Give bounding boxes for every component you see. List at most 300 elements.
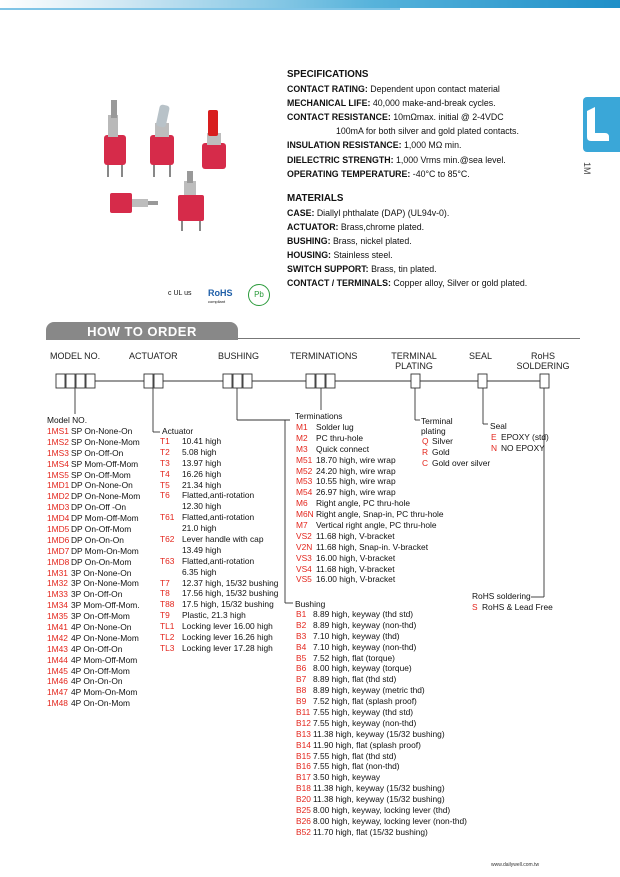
actuator-option-desc: Plastic, 21.3 high: [182, 610, 246, 621]
seal-option: [491, 443, 549, 454]
bushing-option-code: B14: [296, 739, 311, 750]
bushing-option: [296, 685, 467, 696]
materials-title: MATERIALS: [287, 192, 344, 204]
specs-value: 40,000 make-and-break cycles.: [370, 98, 496, 109]
model-option: [47, 589, 140, 600]
model-option-desc: SP On-None-Mom: [71, 436, 140, 447]
actuator-option-code: T88: [160, 599, 175, 610]
bushing-option-code: B3: [296, 630, 307, 641]
bushing-option: [296, 718, 467, 729]
seal-option-desc: EPOXY (std): [501, 432, 549, 442]
rohs-title: RoHS soldering: [472, 591, 531, 601]
actuator-option-desc: 10.41 high: [182, 436, 222, 446]
model-option-desc: 4P On-On-On: [71, 676, 123, 687]
materials-value: Copper alloy, Silver or gold plated.: [390, 278, 528, 289]
model-option-code: 1MS1: [47, 426, 69, 436]
model-option-code: 1M31: [47, 567, 68, 578]
actuator-option-code: T63: [160, 555, 175, 566]
plating-digit-box: [411, 374, 420, 388]
model-option: [47, 480, 140, 491]
bushing-option: [296, 783, 467, 794]
bushing-option-desc: 8.00 high, keyway, locking lever (thd): [313, 805, 451, 816]
actuator-option-desc: 21.0 high: [182, 523, 217, 534]
plating-option-code: C: [422, 457, 429, 468]
materials-label: ACTUATOR:: [287, 221, 339, 232]
rohs-option-desc: RoHS & Lead Free: [482, 602, 553, 612]
bushing-option: [296, 805, 467, 816]
seal-option-desc: NO EPOXY: [501, 442, 545, 453]
actuator-option-desc: 12.30 high: [182, 501, 222, 512]
model-option-desc: 4P On-None-On: [71, 622, 132, 633]
terminations-option-code: M52: [296, 465, 313, 476]
model-option-code: 1MD7: [47, 545, 70, 556]
actuator-option-desc: 6.35 high: [182, 566, 217, 577]
actuator-option: [160, 436, 278, 447]
model-option-code: 1MS2: [47, 436, 69, 447]
model-option: [47, 470, 140, 481]
seal-digit-box: [478, 374, 487, 388]
model-option-code: 1M47: [47, 687, 68, 698]
terminations-option-desc: 16.00 high, V-bracket: [316, 552, 396, 563]
ul-logo: c UL us: [168, 290, 192, 297]
model-option-desc: SP Mom-Off-Mom: [71, 458, 139, 469]
bushing-option-desc: 7.52 high, flat (torque): [313, 652, 395, 663]
bushing-digit-box: [223, 374, 232, 388]
actuator-option-desc: Flatted,anti-rotation: [182, 490, 255, 501]
specs-value: 1,000 Vrms min.@sea level.: [393, 154, 506, 165]
plating-option-code: Q: [422, 436, 429, 446]
bushing-option-desc: 11.38 high, keyway (15/32 bushing): [313, 794, 445, 805]
bushing-option: [296, 772, 467, 783]
actuator-option: [160, 588, 278, 599]
col-terminations: TERMINATIONS: [290, 351, 358, 361]
model-option-desc: DP On-On-Mom: [71, 556, 132, 567]
model-option: [47, 622, 140, 633]
bushing-option: [296, 674, 467, 685]
col-rohs-line2: SOLDERING: [516, 361, 570, 371]
model-option-desc: 4P On-On-Mom: [71, 698, 130, 709]
specs-label: CONTACT RATING:: [287, 84, 368, 95]
actuator-option-code: T5: [160, 479, 170, 490]
bushing-option: [296, 631, 467, 642]
model-option-code: 1MS5: [47, 469, 69, 480]
bushing-option: [296, 816, 467, 827]
actuator-option: [160, 621, 278, 632]
actuator-option-code: T9: [160, 610, 170, 621]
bushing-option: [296, 663, 467, 674]
model-option-desc: 3P On-Off-On: [71, 589, 123, 600]
model-option-desc: DP On-On-On: [71, 534, 124, 545]
terminations-option-code: V2N: [296, 541, 313, 552]
actuator-option-code: T7: [160, 577, 170, 588]
bushing-option-code: B26: [296, 815, 311, 826]
terminations-option-desc: Solder lug: [316, 422, 354, 432]
bushing-option-code: B1: [296, 609, 307, 619]
termination-digit-box: [306, 374, 315, 388]
model-option: [47, 524, 140, 535]
actuator-option-code: T3: [160, 457, 170, 468]
bushing-option: [296, 696, 467, 707]
plating-title-line1: Terminal: [421, 416, 453, 426]
terminations-option-code: M6: [296, 498, 308, 509]
model-option: [47, 535, 140, 546]
actuator-option-desc: Locking lever 16.00 high: [182, 621, 273, 632]
plating-title: [421, 416, 453, 436]
model-option-desc: DP Mom-Off-Mom: [71, 513, 139, 524]
actuator-option: [160, 610, 278, 621]
terminations-option-desc: PC thru-hole: [316, 432, 364, 443]
bushing-option-desc: 7.10 high, keyway (thd): [313, 630, 400, 641]
specs-value: 10mΩmax. initial @ 2-4VDC: [390, 112, 504, 123]
bushing-option: [296, 707, 467, 718]
terminations-option-code: VS5: [296, 574, 312, 585]
model-option-desc: 3P On-None-Mom: [71, 578, 139, 589]
terminations-option-code: VS2: [296, 530, 312, 541]
actuator-option-desc: 16.26 high: [182, 468, 222, 479]
model-option: [47, 513, 140, 524]
actuator-option-code: T2: [160, 446, 170, 457]
terminations-option-code: M54: [296, 487, 313, 498]
terminations-option-code: M7: [296, 520, 308, 531]
terminations-option-code: M53: [296, 476, 313, 487]
model-title: Model NO.: [47, 415, 88, 425]
bushing-option-desc: 11.90 high, flat (splash proof): [313, 739, 421, 750]
model-option: [47, 426, 140, 437]
model-option-desc: 4P Mom-Off-Mom: [71, 654, 138, 665]
model-option-desc: SP On-Off-On: [71, 447, 124, 458]
model-option-desc: 3P On-None-On: [71, 567, 132, 578]
specs-value: 100mA for both silver and gold plated contacts.: [336, 126, 519, 137]
actuator-option-desc: 21.34 high: [182, 479, 222, 490]
model-option-desc: SP On-None-On: [71, 426, 133, 436]
rohs-logo: RoHS: [208, 288, 233, 298]
actuator-option-desc: 17.5 high, 15/32 bushing: [182, 599, 274, 610]
seal-option-code: N: [491, 442, 498, 453]
actuator-option: [160, 512, 278, 523]
terminations-option-code: M3: [296, 443, 308, 454]
bushing-option-code: B17: [296, 772, 311, 783]
col-seal: SEAL: [469, 351, 493, 361]
model-digit-box: [86, 374, 95, 388]
bushing-option-code: B12: [296, 717, 311, 728]
materials-label: HOUSING:: [287, 250, 331, 261]
model-option: [47, 687, 140, 698]
bushing-option-code: B4: [296, 641, 307, 652]
actuator-option: [160, 578, 278, 589]
actuator-option-code: TL2: [160, 632, 175, 643]
model-option: [47, 557, 140, 568]
actuator-list: [160, 436, 278, 654]
bushing-option-code: B52: [296, 826, 311, 837]
bushing-option: [296, 729, 467, 740]
terminations-title: Terminations: [295, 411, 343, 421]
model-option: [47, 600, 140, 611]
model-option: [47, 698, 140, 709]
terminations-option-desc: 16.00 high, V-bracket: [316, 574, 396, 585]
model-option: [47, 655, 140, 666]
col-plating-line2: PLATING: [395, 361, 433, 371]
terminations-option-desc: Vertical right angle, PC thru-hole: [316, 520, 437, 531]
terminations-option-desc: Right angle, PC thru-hole: [316, 498, 411, 509]
actuator-option: [160, 599, 278, 610]
model-option-desc: 4P Mom-On-Mom: [71, 687, 138, 698]
actuator-option-desc: 12.37 high, 15/32 bushing: [182, 577, 279, 588]
model-option-desc: DP On-Off -On: [71, 502, 127, 513]
actuator-option-code: T4: [160, 468, 170, 479]
model-option-desc: DP On-None-On: [71, 480, 133, 491]
model-option: [47, 676, 140, 687]
bushing-option-desc: 7.55 high, flat (thd std): [313, 750, 397, 761]
bushing-option: [296, 761, 467, 772]
actuator-option-code: TL3: [160, 642, 175, 653]
actuator-option: [160, 632, 278, 643]
actuator-option: [160, 556, 278, 567]
plating-option: [422, 447, 490, 458]
model-option-code: 1M48: [47, 698, 68, 709]
model-digit-box: [66, 374, 75, 388]
bushing-option-desc: 7.10 high, keyway (non-thd): [313, 641, 417, 652]
terminations-option: [296, 553, 444, 564]
terminations-option-desc: 26.97 high, wire wrap: [316, 487, 396, 498]
model-option-code: 1MD4: [47, 513, 70, 524]
seal-option: [491, 432, 549, 443]
specifications-title: SPECIFICATIONS: [287, 69, 369, 80]
bushing-option: [296, 740, 467, 751]
model-option: [47, 611, 140, 622]
model-option-desc: SP On-Off-Mom: [71, 469, 131, 480]
model-option-desc: 4P On-Off-Mom: [71, 665, 130, 676]
rohs-digit-box: [540, 374, 549, 388]
plating-option-desc: Silver: [432, 436, 453, 446]
specs-value: Dependent upon contact material: [367, 84, 500, 95]
bushing-option-desc: 7.55 high, keyway (thd std): [313, 707, 414, 718]
bushing-option-code: B9: [296, 696, 307, 707]
bushing-option-desc: 8.89 high, keyway (non-thd): [313, 619, 417, 630]
model-option-code: 1M41: [47, 622, 68, 633]
actuator-option-desc: 5.08 high: [182, 446, 217, 457]
bushing-option-code: B8: [296, 685, 307, 696]
actuator-option: [160, 480, 278, 491]
terminations-option: [296, 574, 444, 585]
rohs-list: [472, 602, 553, 613]
col-plating-line1: TERMINAL: [391, 351, 437, 361]
actuator-option: [160, 534, 278, 545]
rohs-option: [472, 602, 553, 613]
model-option-code: 1M43: [47, 643, 68, 654]
col-bushing: BUSHING: [218, 351, 260, 361]
bushing-option-desc: 7.55 high, keyway (non-thd): [313, 717, 417, 728]
bushing-option-desc: 11.38 high, keyway (15/32 bushing): [313, 728, 445, 739]
terminations-option: [296, 498, 444, 509]
model-option: [47, 546, 140, 557]
bushing-option-desc: 3.50 high, keyway: [313, 772, 381, 783]
actuator-digit-box: [144, 374, 153, 388]
model-option: [47, 666, 140, 677]
model-option-code: 1M46: [47, 676, 68, 687]
terminations-option-desc: 10.55 high, wire wrap: [316, 476, 396, 487]
model-option-code: 1MD3: [47, 502, 70, 513]
actuator-digit-box: [154, 374, 163, 388]
bushing-option-code: B15: [296, 750, 311, 761]
actuator-option-code: T8: [160, 588, 170, 599]
model-option-desc: DP On-Off-Mom: [71, 524, 132, 535]
model-option-code: 1M32: [47, 578, 68, 589]
bushing-option-desc: 11.70 high, flat (15/32 bushing): [313, 826, 428, 837]
model-option: [47, 633, 140, 644]
actuator-option-desc: 13.49 high: [182, 544, 222, 555]
model-option: [47, 568, 140, 579]
actuator-option: [160, 545, 278, 556]
bushing-option: [296, 827, 467, 838]
model-option-desc: 4P On-Off-On: [71, 643, 123, 654]
bushing-option-code: B2: [296, 619, 307, 630]
bushing-digit-box: [243, 374, 252, 388]
terminations-option: [296, 564, 444, 575]
plating-option-code: R: [422, 446, 429, 457]
materials-label: BUSHING:: [287, 236, 331, 247]
model-option-code: 1MD6: [47, 534, 70, 545]
termination-digit-box: [326, 374, 335, 388]
bushing-option: [296, 653, 467, 664]
bushing-option-code: B20: [296, 794, 311, 805]
seal-option-code: E: [491, 432, 497, 442]
bushing-option-desc: 8.00 high, keyway, locking lever (non-thd): [313, 815, 467, 826]
specs-label: DIELECTRIC STRENGTH:: [287, 154, 394, 165]
actuator-option-desc: Flatted,anti-rotation: [182, 512, 255, 523]
actuator-option-desc: Flatted,anti-rotation: [182, 555, 255, 566]
terminations-option: [296, 476, 444, 487]
plating-list: [422, 436, 490, 469]
bushing-list: [296, 609, 467, 838]
model-option-code: 1M33: [47, 589, 68, 600]
col-actuator: ACTUATOR: [129, 351, 178, 361]
terminations-option-desc: 11.68 high, Snap-in. V-bracket: [316, 541, 429, 552]
specs-label: OPERATING TEMPERATURE:: [287, 168, 411, 179]
bushing-digit-box: [233, 374, 242, 388]
footer-url: www.dailywell.com.tw: [491, 862, 540, 868]
seal-list: [491, 432, 549, 454]
bushing-option-code: B6: [296, 663, 307, 674]
model-option-code: 1MD2: [47, 491, 70, 502]
materials-label: CONTACT / TERMINALS:: [287, 278, 391, 289]
bushing-option-code: B11: [296, 707, 311, 718]
materials-label: CASE:: [287, 207, 315, 218]
bushing-option-desc: 7.52 high, flat (splash proof): [313, 696, 417, 707]
model-option: [47, 448, 140, 459]
bushing-option: [296, 794, 467, 805]
terminations-option-desc: 24.20 high, wire wrap: [316, 465, 396, 476]
terminations-option-code: M6N: [296, 509, 314, 520]
model-option-code: 1MD1: [47, 480, 70, 491]
actuator-option-code: T1: [160, 436, 170, 446]
bushing-option-code: B7: [296, 674, 307, 685]
actuator-option: [160, 567, 278, 578]
model-digit-box: [76, 374, 85, 388]
bushing-option-desc: 8.89 high, flat (thd std): [313, 674, 397, 685]
specs-value: -40°C to 85°C.: [410, 168, 470, 179]
model-option: [47, 437, 140, 448]
actuator-option: [160, 469, 278, 480]
terminations-option-desc: 11.68 high, V-bracket: [316, 563, 395, 574]
bushing-option-desc: 8.89 high, keyway (metric thd): [313, 685, 425, 696]
materials-value: Brass,chrome plated.: [338, 221, 425, 232]
specs-label: MECHANICAL LIFE:: [287, 98, 371, 109]
terminations-option: [296, 487, 444, 498]
bushing-option-code: B13: [296, 728, 311, 739]
actuator-option-desc: Locking lever 17.28 high: [182, 642, 273, 653]
model-option: [47, 502, 140, 513]
rohs-option-code: S: [472, 602, 478, 612]
model-option-code: 1MD8: [47, 556, 70, 567]
pb-free-logo: Pb: [248, 284, 270, 306]
terminations-option: [296, 531, 444, 542]
plating-option: [422, 458, 490, 469]
termination-digit-box: [316, 374, 325, 388]
bushing-option-code: B18: [296, 783, 311, 794]
materials-value: Brass, tin plated.: [368, 264, 437, 275]
model-option: [47, 491, 140, 502]
seal-title: Seal: [490, 421, 507, 431]
terminations-option-code: M2: [296, 432, 308, 443]
model-option-desc: DP On-None-Mom: [71, 491, 141, 502]
plating-option-desc: Gold: [432, 446, 450, 457]
model-option-code: 1M42: [47, 632, 68, 643]
model-option-code: 1M44: [47, 654, 68, 665]
actuator-option: [160, 458, 278, 469]
actuator-title: Actuator: [162, 426, 194, 436]
bushing-option-desc: 7.55 high, flat (non-thd): [313, 761, 400, 772]
model-option: [47, 644, 140, 655]
plating-option-desc: Gold over silver: [432, 457, 491, 468]
bushing-option-code: B5: [296, 652, 307, 663]
actuator-option-desc: Lever handle with cap: [182, 534, 264, 545]
bushing-option-desc: 11.38 high, keyway (15/32 bushing): [313, 783, 445, 794]
model-option-desc: 4P On-None-Mom: [71, 632, 139, 643]
model-option-code: 1MS3: [47, 447, 69, 458]
terminations-option: [296, 542, 444, 553]
actuator-option: [160, 501, 278, 512]
model-option-code: 1MD5: [47, 524, 70, 535]
model-option: [47, 578, 140, 589]
bushing-option-desc: 8.89 high, keyway (thd std): [313, 609, 414, 619]
actuator-option-code: TL1: [160, 621, 175, 632]
materials-value: Brass, nickel plated.: [330, 236, 412, 247]
materials-label: SWITCH SUPPORT:: [287, 264, 369, 275]
bushing-option-code: B16: [296, 761, 311, 772]
model-option-code: 1M35: [47, 611, 68, 622]
bushing-option: [296, 642, 467, 653]
terminations-option-code: M1: [296, 422, 308, 432]
materials-value: Stainless steel.: [331, 250, 393, 261]
specs-label: INSULATION RESISTANCE:: [287, 140, 402, 151]
actuator-option-desc: 17.56 high, 15/32 bushing: [182, 588, 279, 599]
terminations-option-desc: 18.70 high, wire wrap: [316, 454, 396, 465]
terminations-option-code: VS4: [296, 563, 312, 574]
specs-label: CONTACT RESISTANCE:: [287, 112, 391, 123]
rohs-compliant-text: compliant: [208, 299, 226, 304]
bushing-option: [296, 751, 467, 762]
model-option-desc: DP Mom-On-Mom: [71, 545, 139, 556]
specs-value: 1,000 MΩ min.: [401, 140, 462, 151]
bushing-title: Bushing: [295, 599, 326, 609]
terminations-option-desc: Right angle, Snap-in, PC thru-hole: [316, 509, 444, 520]
plating-option: [422, 436, 490, 447]
plating-title-line2: plating: [421, 426, 446, 436]
actuator-option-desc: 13.97 high: [182, 457, 222, 468]
actuator-option: [160, 490, 278, 501]
model-option-code: 1MS4: [47, 458, 69, 469]
col-rohs-line1: RoHS: [530, 351, 555, 361]
